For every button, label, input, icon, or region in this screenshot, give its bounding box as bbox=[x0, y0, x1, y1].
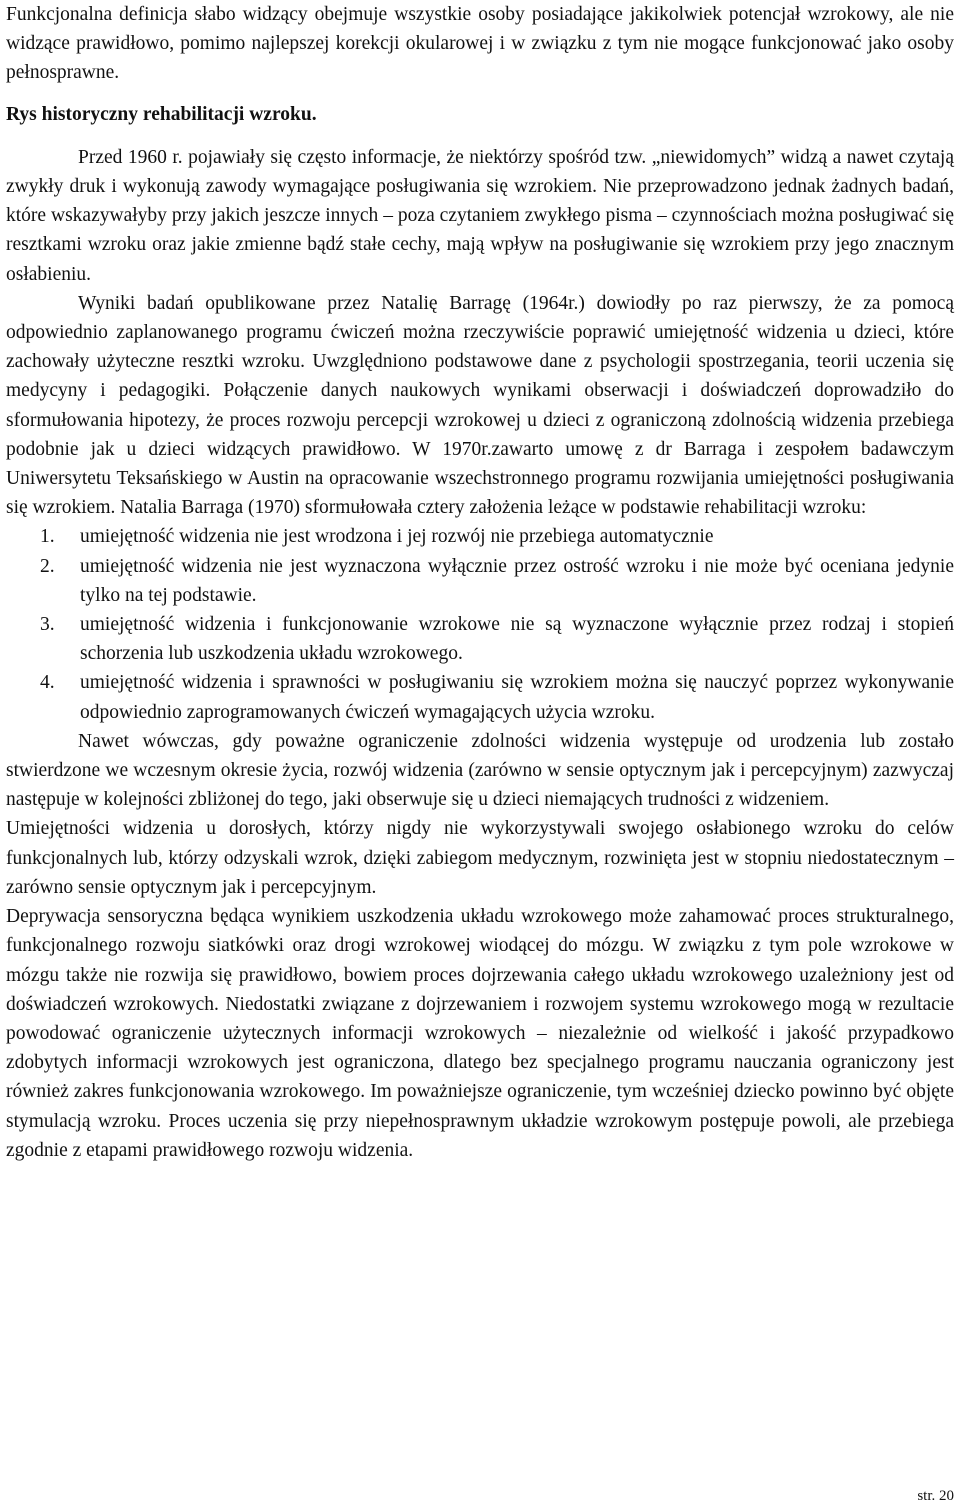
intro-paragraph: Funkcjonalna definicja słabo widzący obejmuje wszystkie osoby posiadające jakikolwiek potencjał wzrokowy, ale nie widzące prawidłowo, pomimo najlepszej korekcji okularowej i w związku z tym nie mogące funkcjonować jako osoby pełnosprawne. bbox=[6, 4, 954, 84]
list-item bbox=[6, 668, 954, 726]
list-item bbox=[6, 552, 954, 610]
list-item-number: 4. bbox=[40, 672, 55, 694]
list-item-text: umiejętność widzenia nie jest wyznaczona wyłącznie przez ostrość wzroku i nie może być oceniana jedynie tylko na tej podstawie. bbox=[80, 555, 954, 606]
list-item-number: 3. bbox=[40, 614, 55, 636]
assumptions-list bbox=[6, 522, 954, 726]
list-item bbox=[6, 610, 954, 668]
list-item-text: umiejętność widzenia i sprawności w posługiwaniu się wzrokiem można się nauczyć poprzez wykonywanie odpowiednio zaprogramowanych ćwiczeń wymagających użycia wzroku. bbox=[80, 672, 954, 723]
list-item-number: 2. bbox=[40, 555, 55, 577]
document-page bbox=[6, 0, 954, 1165]
list-item-text: umiejętność widzenia nie jest wrodzona i jej rozwój nie przebiega automatycznie bbox=[80, 526, 714, 548]
paragraph-early-development: Nawet wówczas, gdy poważne ograniczenie zdolności widzenia występuje od urodzenia lub zostało stwierdzone we wczesnym okresie życia, rozwój widzenia (zarówno w sensie optycznym jak i percepcyjnym) zazwyczaj następuje w kolejności zbliżonej do tego, jaki obserwuje się u dzieci niemających trudności z widzeniem. bbox=[6, 730, 954, 811]
paragraph-barraga-research: Wyniki badań opublikowane przez Natalię Barragę (1964r.) dowiodły po raz pierwszy, że za pomocą odpowiednio zaplanowanego programu ćwiczeń można rzeczywiście poprawić umiejętność widzenia u dzieci, które zachowały użyteczne resztki wzroku. Uwzględniono podstawowe dane z psychologii spostrzegania, teorii uczenia się medycyny i pedagogiki. Połączenie danych naukowych wynikami obserwacji i doświadczeń doprowadziło do sformułowania hipotezy, że proces rozwoju percepcji wzrokowej u dzieci z ograniczoną zdolnością widzenia przebiega podobnie jak u dzieci widzących prawidłowo. W 1970r.zawarto umowę z dr Barraga i zespołem badawczym Uniwersytetu Teksańskiego w Austin na opracowanie wszechstronnego programu rozwijania umiejętności posługiwania się wzrokiem. Natalia Barraga (1970) sformułowała cztery założenia leżące w podstawie rehabilitacji wzroku: bbox=[6, 292, 954, 519]
paragraph-history: Przed 1960 r. pojawiały się często informacje, że niektórzy spośród tzw. „niewidomych” widzą a nawet czytają zwykły druk i wykonują zawody wymagające posługiwania się wzrokiem. Nie przeprowadzono jednak żadnych badań, które wskazywałyby przy jakich jeszcze innych – poza czytaniem zwykłego pisma – czynnościach można posługiwać się resztkami wzroku oraz jakie zmienne bądź stałe cechy, mają wpływ na posługiwanie się wzrokiem przy jego znacznym osłabieniu. bbox=[6, 146, 954, 285]
list-item-text: umiejętność widzenia i funkcjonowanie wzrokowe nie są wyznaczone wyłącznie przez rodzaj i stopień schorzenia lub uszkodzenia układu wzrokowego. bbox=[80, 614, 954, 665]
paragraph-adults: Umiejętności widzenia u dorosłych, którzy nigdy nie wykorzystywali swojego osłabionego wzroku do celów funkcjonalnych lub, którzy odzyskali wzrok, dzięki zabiegom medycznym, rozwinięta jest w stopniu niedostatecznym – zarówno sensie optycznym jak i percepcyjnym. bbox=[6, 818, 954, 898]
page-number: str. 20 bbox=[917, 1488, 954, 1504]
list-item bbox=[6, 522, 954, 551]
paragraph-deprivation: Deprywacja sensoryczna będąca wynikiem uszkodzenia układu wzrokowego może zahamować proces strukturalnego, funkcjonalnego rozwoju siatkówki oraz drogi wzrokowej wiodącej do mózgu. W związku z tym pole wzrokowe w mózgu także nie rozwija się prawidłowo, bowiem proces dojrzewania całego układu wzrokowego uzależniony jest od doświadczeń wzrokowych. Niedostatki związane z dojrzewaniem i rozwojem systemu wzrokowego mogą w rezultacie powodować ograniczenie użytecznych informacji wzrokowych – niezależnie od wielkość i jakość przypadkowo zdobytych informacji wzrokowych jest ograniczona, dlatego bez specjalnego programu nauczania ograniczony jest również zakres funkcjonowania wzrokowego. Im poważniejsze ograniczenie, tym wcześniej dziecko powinno być objęte stymulacją wzroku. Proces uczenia się przy niepełnosprawnym układzie wzrokowym postępuje powoli, ale przebiega zgodnie z etapami prawidłowego rozwoju widzenia. bbox=[6, 906, 954, 1161]
list-item-number: 1. bbox=[40, 526, 55, 548]
section-heading: Rys historyczny rehabilitacji wzroku. bbox=[6, 103, 317, 125]
